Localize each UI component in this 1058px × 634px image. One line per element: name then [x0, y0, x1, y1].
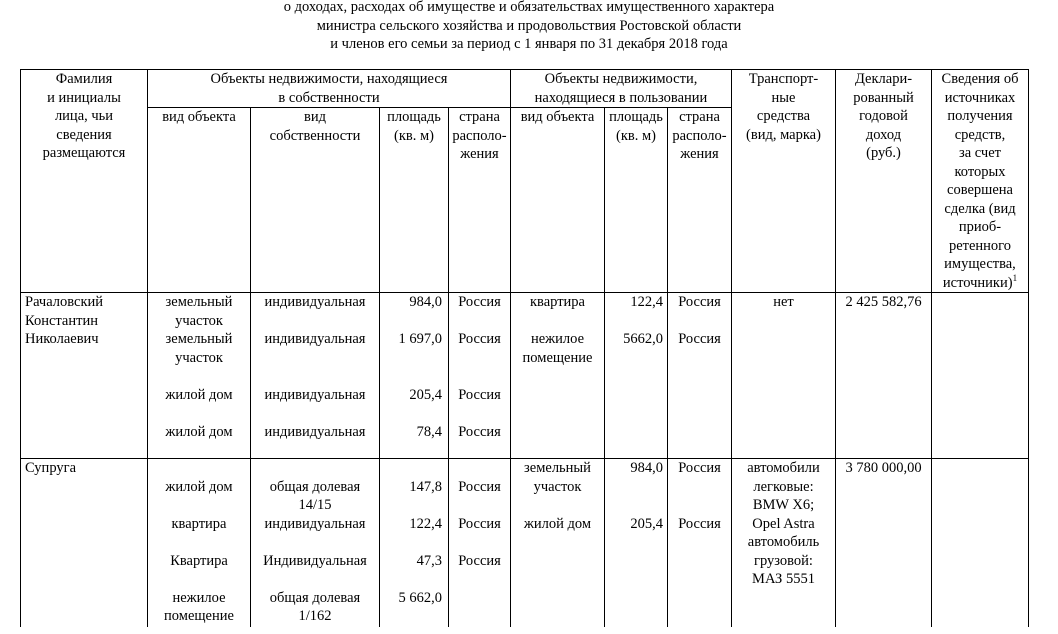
owned-ownership — [251, 459, 380, 627]
text-line — [150, 533, 248, 552]
text-line: 205,4 — [630, 515, 663, 532]
text-line — [253, 570, 377, 589]
text-line: нежилое — [172, 589, 226, 606]
text-line: легковые: — [753, 478, 814, 495]
text-line: нет — [773, 294, 794, 310]
text-line — [670, 349, 729, 368]
text-line — [253, 367, 377, 386]
text-line: вид объекта — [162, 109, 236, 125]
text-line: 1/162 — [298, 608, 332, 624]
text-line: источники)$^1$ — [942, 272, 1018, 291]
used-country — [668, 293, 732, 459]
text-line: Opel Astra — [752, 515, 815, 532]
text-line: Транспорт- — [748, 71, 819, 87]
text-line: приоб- — [958, 219, 1002, 235]
used-type — [511, 459, 605, 627]
text-line — [382, 367, 442, 386]
text-line — [382, 349, 442, 368]
text-line: 14/15 — [298, 497, 332, 513]
text-line: 122,4 — [409, 515, 442, 532]
text-line: сведения — [56, 126, 112, 143]
text-line: 122,4 — [630, 294, 663, 310]
text-line: грузовой: — [754, 552, 813, 569]
text-line: лица, чьи — [54, 108, 114, 124]
header-owned-ownership — [251, 108, 380, 293]
text-line: 984,0 — [630, 460, 663, 476]
text-line — [513, 312, 602, 331]
text-line: средств, — [954, 126, 1006, 143]
text-line: Россия — [458, 515, 501, 532]
person-row-0 — [21, 293, 1029, 459]
text-line: и инициалы — [47, 89, 121, 106]
text-line: 78,4 — [416, 423, 442, 440]
text-line: индивидуальная — [264, 423, 366, 440]
text-line: жения — [680, 146, 719, 162]
header-income — [836, 70, 932, 293]
title-line-3: и членов его семьи за период с 1 января по 31 декабря 2018 года — [330, 36, 728, 52]
header-name — [21, 70, 148, 293]
text-line — [382, 607, 442, 626]
owned-type — [148, 459, 251, 627]
transport — [732, 293, 836, 459]
used-area — [605, 293, 668, 459]
text-line — [451, 607, 508, 626]
text-line: за счет — [959, 145, 1001, 161]
owned-area — [380, 459, 449, 627]
text-line: доход — [865, 126, 902, 143]
text-line: Квартира — [170, 552, 228, 569]
text-line: индивидуальная — [264, 294, 366, 310]
text-line — [451, 533, 508, 552]
text-line: Николаевич — [25, 331, 99, 347]
text-line — [607, 478, 663, 497]
text-line: жилой дом — [165, 423, 233, 440]
text-line: помещение — [164, 608, 234, 624]
text-line: размещаются — [42, 145, 126, 161]
header-owned-country — [449, 108, 511, 293]
text-line: Рачаловский — [25, 294, 104, 310]
text-line: сделка (вид — [944, 200, 1016, 217]
text-line: находящиеся в пользовании — [534, 89, 708, 106]
text-line: жения — [460, 146, 499, 162]
text-line: общая долевая — [269, 589, 361, 606]
used-country — [668, 459, 732, 627]
text-line — [382, 496, 442, 515]
text-line: участок — [175, 312, 223, 329]
text-line: Россия — [458, 386, 501, 403]
income: 3 780 000,00 — [836, 459, 932, 627]
text-line: Россия — [678, 331, 721, 347]
owned-type — [148, 293, 251, 459]
sources — [932, 459, 1029, 627]
text-line: ретенного — [948, 237, 1012, 254]
text-line: индивидуальная — [264, 386, 366, 403]
text-line — [150, 570, 248, 589]
text-line: BMW X6; — [752, 497, 815, 513]
text-line: индивидуальная — [264, 515, 366, 532]
used-type — [511, 293, 605, 459]
text-line — [382, 459, 442, 478]
person-name — [21, 459, 148, 627]
text-line: Россия — [678, 294, 721, 310]
text-line: страна — [459, 109, 500, 125]
owned-area — [380, 293, 449, 459]
text-line — [382, 404, 442, 423]
header-used-type — [511, 108, 605, 293]
title-line-2: министра сельского хозяйства и продовольствия Ростовской области — [316, 17, 742, 34]
text-line — [253, 349, 377, 368]
text-line — [382, 533, 442, 552]
text-line: совершена — [947, 182, 1013, 198]
header-used-area — [605, 108, 668, 293]
text-line: Россия — [458, 552, 501, 569]
person-row-1 — [21, 459, 1029, 627]
header-owned-group — [148, 70, 511, 108]
text-line: 1 697,0 — [398, 331, 442, 347]
text-line: в собственности — [278, 89, 380, 106]
text-line: вид — [304, 109, 326, 125]
text-line: которых — [954, 163, 1006, 180]
text-line — [382, 312, 442, 331]
text-line: (кв. м) — [394, 127, 434, 144]
text-line: (руб.) — [866, 145, 901, 161]
text-line — [451, 496, 508, 515]
text-line: 147,8 — [409, 478, 442, 495]
text-line: Россия — [458, 331, 501, 347]
text-line: помещение — [522, 349, 593, 366]
text-line: площадь — [609, 109, 663, 125]
text-line: Объекты недвижимости, находящиеся — [210, 71, 448, 87]
text-line — [513, 496, 602, 515]
text-line: располо- — [672, 127, 727, 144]
text-line: квартира — [171, 515, 227, 532]
header-used-country — [668, 108, 732, 293]
footnote-marker: 1 — [1012, 272, 1018, 283]
text-line: располо- — [452, 127, 507, 144]
header-row-1 — [21, 70, 1029, 108]
text-line: 5662,0 — [623, 331, 663, 347]
text-line: жилой дом — [165, 478, 233, 495]
header-transport — [732, 70, 836, 293]
text-line — [607, 496, 663, 515]
text-line — [451, 349, 508, 368]
text-line: 984,0 — [409, 294, 442, 310]
text-line: автомобили — [747, 460, 820, 476]
text-line: вид объекта — [520, 109, 595, 125]
owned-ownership — [251, 293, 380, 459]
text-line: 205,4 — [409, 386, 442, 403]
income: 2 425 582,76 — [836, 293, 932, 459]
text-line: Россия — [458, 423, 501, 440]
text-line: (вид, марка) — [746, 126, 821, 143]
text-line: жилой дом — [523, 515, 592, 532]
text-line: общая долевая — [269, 478, 361, 495]
person-name — [21, 293, 148, 459]
text-line — [253, 533, 377, 552]
text-line: источниках — [944, 89, 1016, 106]
text-line — [451, 404, 508, 423]
header-sources — [932, 70, 1029, 293]
text-line — [150, 404, 248, 423]
text-line: площадь — [387, 109, 441, 125]
document-title — [0, 0, 1058, 54]
text-line: 47,3 — [416, 552, 442, 569]
text-line — [607, 349, 663, 368]
used-area — [605, 459, 668, 627]
text-line: (кв. м) — [616, 127, 656, 144]
text-line: нежилое — [530, 331, 585, 347]
text-line: МАЗ 5551 — [752, 571, 815, 587]
transport — [732, 459, 836, 627]
text-line — [670, 478, 729, 497]
text-line: 5 662,0 — [398, 589, 442, 606]
header-used-group — [511, 70, 732, 108]
text-line — [150, 459, 248, 478]
text-line — [382, 570, 442, 589]
text-line: Объекты недвижимости, — [544, 71, 698, 87]
text-line: средства — [756, 108, 811, 124]
owned-country — [449, 293, 511, 459]
text-line — [150, 367, 248, 386]
text-line: Индивидуальная — [263, 552, 367, 569]
text-line: земельный — [165, 331, 233, 347]
text-line: участок — [533, 478, 582, 495]
text-line — [670, 496, 729, 515]
title-line-1: о доходах, расходах об имуществе и обязательствах имущественного характера — [283, 0, 775, 15]
text-line: автомобиль — [747, 534, 820, 550]
text-line: жилой дом — [165, 386, 233, 403]
text-line: имущества, — [944, 256, 1016, 272]
text-line: земельный — [165, 294, 233, 310]
header-owned-area — [380, 108, 449, 293]
text-line: получения — [947, 108, 1013, 124]
text-line: Константин — [25, 312, 98, 329]
text-line: участок — [175, 349, 223, 366]
header-owned-type — [148, 108, 251, 293]
text-line: Супруга — [25, 460, 77, 476]
text-line: рованный — [853, 89, 914, 106]
text-line: Фамилия — [55, 71, 113, 87]
text-line: Россия — [458, 294, 501, 310]
text-line: Россия — [678, 460, 721, 476]
text-line — [451, 570, 508, 589]
text-line — [451, 312, 508, 331]
text-line — [670, 312, 729, 331]
text-line: собственности — [269, 127, 361, 144]
text-line: Деклари- — [854, 71, 913, 87]
text-line — [451, 367, 508, 386]
text-line: земельный — [524, 460, 591, 476]
sources — [932, 293, 1029, 459]
declaration-table — [20, 69, 1029, 627]
text-line — [607, 312, 663, 331]
text-line — [253, 459, 377, 478]
text-line — [451, 459, 508, 478]
text-line: квартира — [530, 294, 585, 310]
text-line: Россия — [458, 478, 501, 495]
text-line — [253, 312, 377, 331]
text-line: Россия — [678, 515, 721, 532]
text-line: ные — [771, 89, 796, 106]
text-line: страна — [679, 109, 720, 125]
text-line — [150, 496, 248, 515]
text-line: годовой — [859, 108, 908, 124]
text-line: Сведения об — [941, 71, 1019, 87]
text-line: индивидуальная — [264, 331, 366, 347]
text-line — [253, 404, 377, 423]
owned-country — [449, 459, 511, 627]
text-line — [451, 589, 508, 608]
